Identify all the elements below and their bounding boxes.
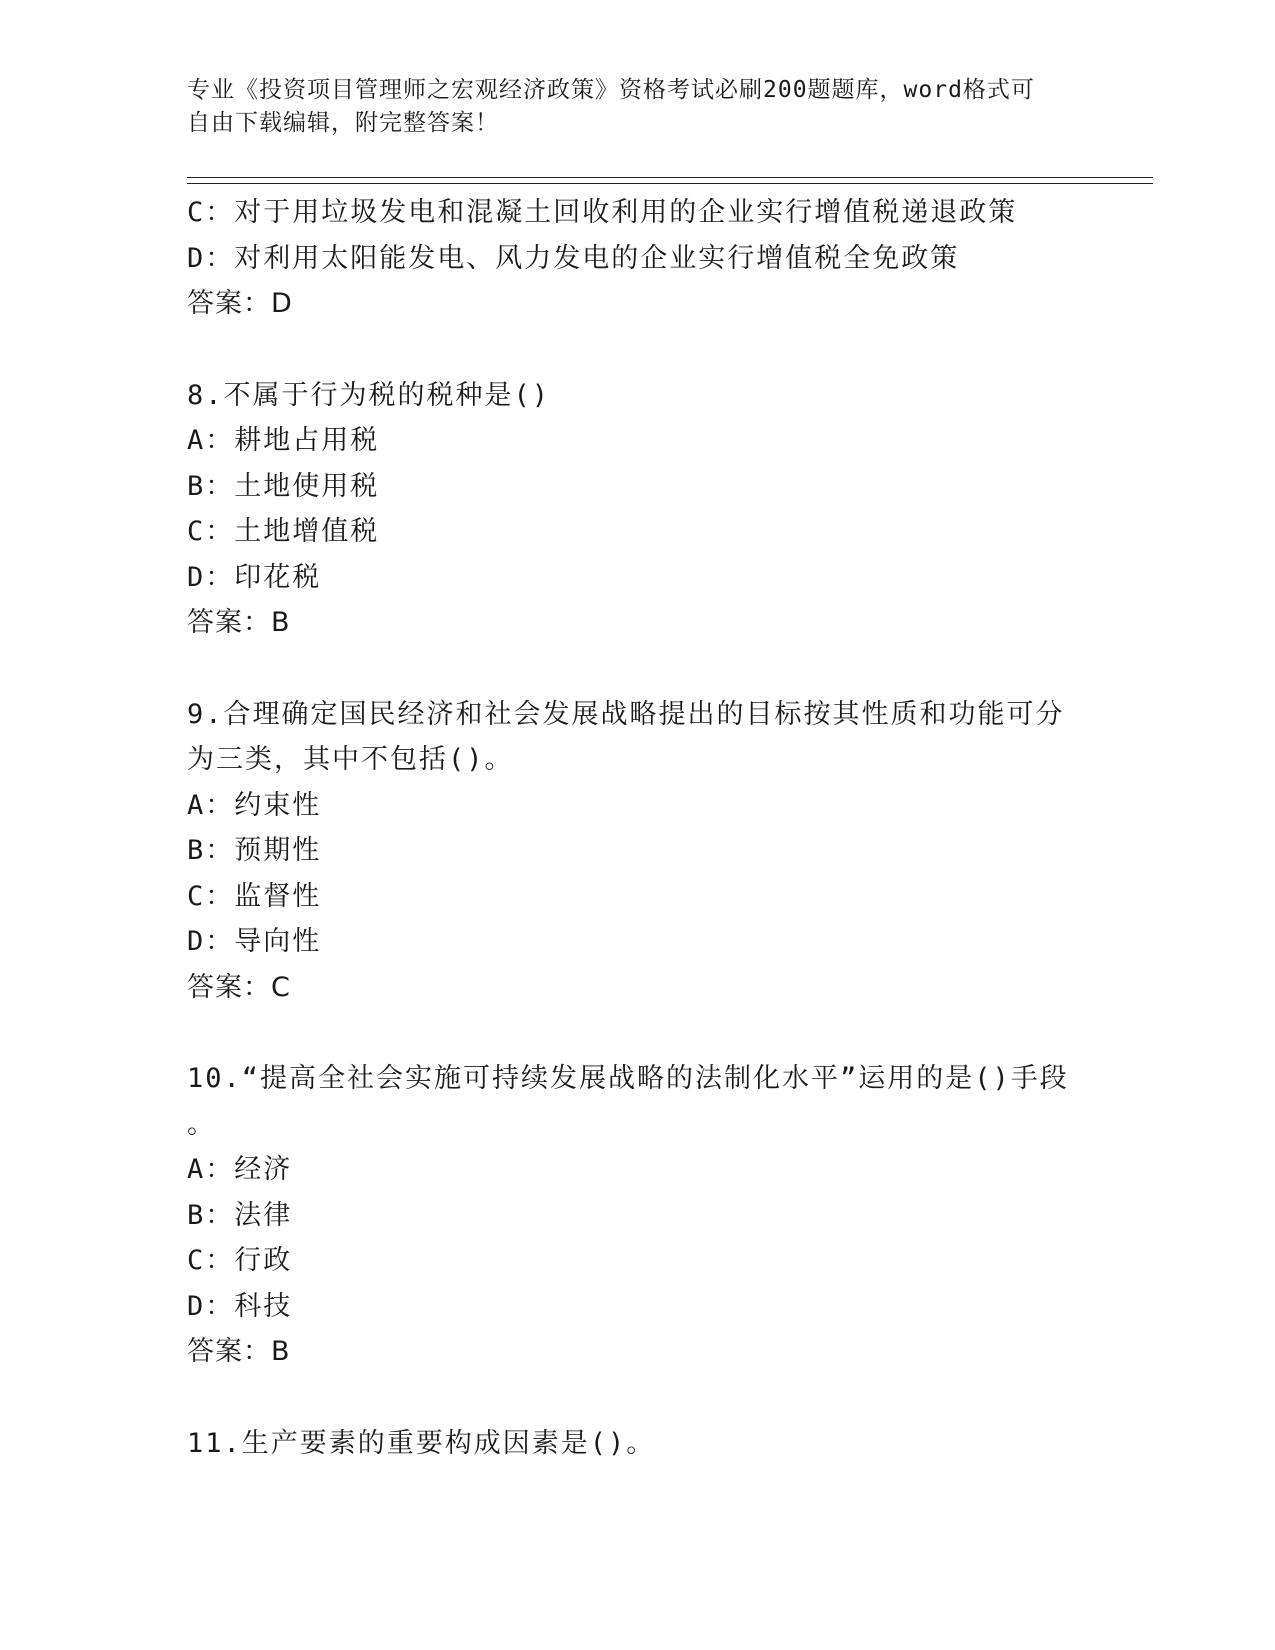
question-text-line-2: 为三类，其中不包括()。 xyxy=(187,744,514,775)
option-c: C：对于用垃圾发电和混凝土回收利用的企业实行增值税递退政策 xyxy=(187,197,1018,228)
spacer xyxy=(187,646,1087,692)
question-block-9 xyxy=(187,692,1087,1011)
answer-line: 答案：D xyxy=(187,288,293,319)
question-block-11 xyxy=(187,1421,1087,1467)
header-line-2: 自由下载编辑，附完整答案！ xyxy=(187,110,499,136)
question-list xyxy=(187,190,1087,1466)
option-c: C：土地增值税 xyxy=(187,516,380,547)
option-c: C：监督性 xyxy=(187,880,322,912)
option-a: A：经济 xyxy=(187,1154,293,1185)
question-text-line-1: 9.合理确定国民经济和社会发展战略提出的目标按其性质和功能可分 xyxy=(187,698,1065,730)
answer-line: 答案：B xyxy=(187,1336,291,1367)
question-text: 11.生产要素的重要构成因素是()。 xyxy=(187,1427,656,1459)
option-b: B：法律 xyxy=(187,1199,293,1231)
spacer xyxy=(187,1375,1087,1421)
option-b: B：预期性 xyxy=(187,835,322,866)
answer-line: 答案：C xyxy=(187,971,291,1003)
question-block-7-tail xyxy=(187,190,1087,327)
question-text-line-1: 10.“提高全社会实施可持续发展战略的法制化水平”运用的是()手段 xyxy=(187,1063,1069,1094)
question-block-10 xyxy=(187,1056,1087,1375)
question-text: 8.不属于行为税的税种是() xyxy=(187,379,551,411)
option-d: D：导向性 xyxy=(187,926,322,957)
option-c: C：行政 xyxy=(187,1245,293,1276)
option-d: D：印花税 xyxy=(187,561,322,593)
header-divider-top xyxy=(187,177,1153,178)
header-divider-bottom xyxy=(187,183,1153,184)
header-line-1: 专业《投资项目管理师之宏观经济政策》资格考试必刷200题题库，word格式可 xyxy=(187,77,1035,103)
option-a: A：耕地占用税 xyxy=(187,425,380,456)
question-block-8 xyxy=(187,373,1087,646)
spacer xyxy=(187,327,1087,373)
option-a: A：约束性 xyxy=(187,789,322,821)
option-b: B：土地使用税 xyxy=(187,470,380,502)
answer-line: 答案：B xyxy=(187,607,291,638)
spacer xyxy=(187,1010,1087,1056)
option-d: D：科技 xyxy=(187,1290,293,1322)
option-d: D：对利用太阳能发电、风力发电的企业实行增值税全免政策 xyxy=(187,242,960,274)
document-header xyxy=(187,74,1087,140)
question-text-line-2: 。 xyxy=(187,1108,216,1140)
